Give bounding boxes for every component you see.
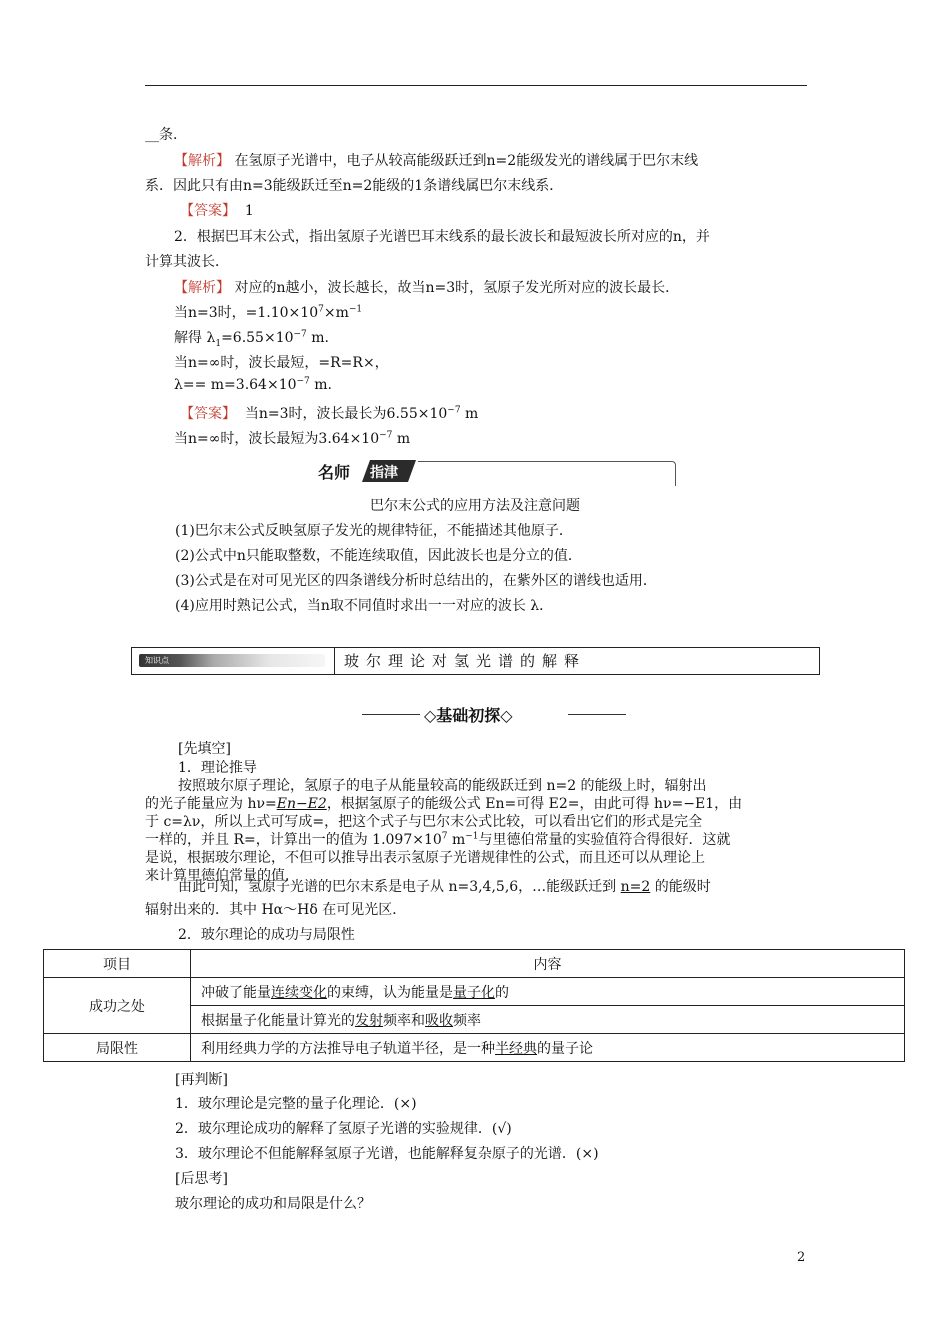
para-text: m bbox=[447, 832, 466, 848]
blank-fragment: __条. bbox=[145, 127, 178, 143]
table-row bbox=[44, 1034, 905, 1062]
para1-line6: 来计算里德伯常量的值． bbox=[145, 868, 299, 884]
section-rule-right bbox=[568, 714, 626, 715]
teacher-tips-item-1: (1)巴尔末公式反映氢原子发光的规律特征，不能描述其他原子． bbox=[175, 523, 573, 539]
header-rule bbox=[145, 85, 807, 86]
formula-part: m. bbox=[309, 377, 332, 393]
formula-part: =6.55×10 bbox=[221, 330, 294, 346]
q2-analysis-line2 bbox=[174, 302, 362, 322]
para1-line5: 是说，根据玻尔理论，不但可以推导出表示氢原子光谱规律性的公式，而且还可以从理论上 bbox=[145, 850, 705, 866]
judge-item-2: 2．玻尔理论成功的解释了氢原子光谱的实验规律．(√) bbox=[175, 1121, 512, 1137]
judge-item-3: 3．玻尔理论不但能解释氢原子光谱，也能解释复杂原子的光谱．(×) bbox=[175, 1146, 599, 1162]
formula-sup: −7 bbox=[293, 329, 307, 340]
cell-text: 的束缚，认为能量是 bbox=[327, 984, 453, 1001]
table-header-row bbox=[44, 950, 905, 978]
teacher-tips-item-4: (4)应用时熟记公式，当n取不同值时求出一一对应的波长 λ． bbox=[175, 598, 554, 614]
success-content-2 bbox=[191, 1006, 905, 1034]
page-number: 2 bbox=[797, 1250, 806, 1265]
teacher-tips-title: 巴尔末公式的应用方法及注意问题 bbox=[370, 498, 580, 514]
success-content-1 bbox=[191, 978, 905, 1006]
knowledge-point-title: 玻尔理论对氢光谱的解释 bbox=[344, 652, 587, 670]
para-text: ，根据氢原子的能级公式 En=可得 E2=，由此可得 hν=−E1，由 bbox=[326, 796, 743, 812]
answer-sup: −7 bbox=[447, 405, 461, 416]
para-sup: 7 bbox=[441, 831, 448, 842]
para-text: 由此可知，氢原子光谱的巴尔末系是电子从 n=3,4,5,6，…能级跃迁到 bbox=[178, 879, 621, 895]
knowledge-point-badge-cell bbox=[132, 648, 335, 674]
knowledge-point-badge-text: 知识点 bbox=[145, 656, 169, 665]
formula-sup: 7 bbox=[318, 304, 324, 315]
para-text: 一样的，并且 R=，计算出一的值为 1.097×10 bbox=[145, 832, 442, 848]
fill-first-label: [先填空] bbox=[178, 741, 231, 757]
formula-part: m. bbox=[306, 330, 329, 346]
section-heading bbox=[362, 703, 626, 727]
formula-part: 当n=3时，=1.10×10 bbox=[174, 305, 319, 321]
fill-blank-answer: 吸收 bbox=[425, 1012, 453, 1029]
para-text: 的能级时 bbox=[650, 879, 711, 895]
fill-blank-answer: 半经典 bbox=[495, 1040, 537, 1057]
cell-text: 频率 bbox=[453, 1012, 481, 1029]
para-sup: −1 bbox=[465, 831, 479, 842]
cell-text: 的 bbox=[495, 984, 509, 1001]
formula-sup: −1 bbox=[348, 304, 363, 315]
answer-sup: −7 bbox=[379, 430, 393, 441]
para-text: 的光子能量应为 hν= bbox=[145, 796, 277, 812]
para1-line3: 于 c=λν，所以上式可写成=，把这个式子与巴尔末公式比较，可以看出它们的形式是完全 bbox=[145, 814, 703, 830]
para1-line2 bbox=[145, 793, 742, 813]
fill-blank-answer: 量子化 bbox=[453, 984, 495, 1001]
teacher-tips-badge-icon bbox=[312, 457, 418, 485]
q2-question-line1: 2．根据巴耳末公式，指出氢原子光谱巴耳末线系的最长波长和最短波长所对应的n，并 bbox=[174, 229, 710, 245]
answer-text: 当n=3时，波长最长为6.55×10 bbox=[244, 406, 448, 422]
knowledge-point-badge bbox=[139, 654, 325, 667]
answer-tag: 【答案】 bbox=[180, 406, 236, 422]
q1-analysis-line1 bbox=[174, 150, 698, 170]
table-row bbox=[44, 978, 905, 1006]
answer-text: m bbox=[460, 406, 479, 422]
judge-label: [再判断] bbox=[175, 1072, 228, 1088]
answer-text: m bbox=[392, 431, 411, 447]
answer-tag: 【答案】 bbox=[180, 203, 236, 219]
q1-answer bbox=[180, 200, 254, 220]
analysis-text: 对应的n越小，波长越长，故当n=3时，氢原子发光所对应的波长最长． bbox=[234, 280, 680, 296]
cell-text: 频率和 bbox=[383, 1012, 425, 1029]
knowledge-point-bar bbox=[131, 647, 820, 675]
teacher-tips-item-3: (3)公式是在对可见光区的四条谱线分析时总结出的，在紫外区的谱线也适用． bbox=[175, 573, 657, 589]
q2-analysis-line4: 当n=∞时，波长最短，=R=R×， bbox=[174, 355, 389, 371]
teacher-tips-item-2: (2)公式中n只能取整数，不能连续取值，因此波长也是分立的值． bbox=[175, 548, 582, 564]
think-label: [后思考] bbox=[175, 1171, 228, 1187]
analysis-tag: 【解析】 bbox=[174, 153, 230, 169]
q2-analysis-line5 bbox=[174, 377, 332, 393]
item2-title: 2．玻尔理论的成功与局限性 bbox=[178, 927, 355, 943]
judge-item-1: 1．玻尔理论是完整的量子化理论．(×) bbox=[175, 1096, 417, 1112]
header-content: 内容 bbox=[191, 950, 905, 978]
para-text: 与里德伯常量的实验值符合得很好．这就 bbox=[478, 832, 731, 848]
limitation-label: 局限性 bbox=[44, 1034, 191, 1062]
answer-text: 当n=∞时，波长最短为3.64×10 bbox=[174, 431, 380, 447]
svg-text:名师: 名师 bbox=[318, 463, 351, 482]
formula-sup: −7 bbox=[296, 376, 310, 387]
success-limitation-table bbox=[43, 949, 905, 1062]
limitation-content bbox=[191, 1034, 905, 1062]
fill-blank-answer: 发射 bbox=[355, 1012, 383, 1029]
q1-analysis-line2: 系．因此只有由n=3能级跃迁至n=2能级的1条谱线属巴尔末线系． bbox=[145, 178, 564, 194]
para1-line1: 按照玻尔原子理论，氢原子的电子从能量较高的能级跃迁到 n=2 的能级上时，辐射出 bbox=[178, 778, 707, 794]
q2-analysis-line3 bbox=[174, 327, 329, 347]
q2-question-line2: 计算其波长． bbox=[145, 254, 229, 270]
teacher-tips-frame bbox=[418, 461, 676, 486]
q2-answer-line2 bbox=[174, 428, 410, 448]
answer-text: 1 bbox=[244, 203, 254, 219]
success-label: 成功之处 bbox=[44, 978, 191, 1034]
formula-part: ×m bbox=[323, 305, 349, 321]
think-question: 玻尔理论的成功和局限是什么？ bbox=[175, 1196, 371, 1212]
fill-blank-answer: n=2 bbox=[620, 879, 651, 895]
formula-sub: 1 bbox=[215, 338, 222, 349]
cell-text: 根据量子化能量计算光的 bbox=[201, 1012, 355, 1029]
q2-answer-line1 bbox=[180, 403, 478, 423]
para1-line4 bbox=[145, 829, 731, 849]
para2-line1 bbox=[178, 876, 711, 896]
analysis-tag: 【解析】 bbox=[174, 280, 230, 296]
cell-text: 冲破了能量 bbox=[201, 984, 271, 1001]
section-title: ◇基础初探◇ bbox=[424, 706, 513, 725]
formula-part: 解得 λ bbox=[174, 330, 216, 346]
section-rule-left bbox=[362, 714, 420, 715]
para2-line2: 辐射出来的．其中 Hα～Hδ 在可见光区． bbox=[145, 902, 407, 918]
cell-text: 利用经典力学的方法推导电子轨道半径，是一种 bbox=[201, 1040, 495, 1057]
item1-title: 1．理论推导 bbox=[178, 760, 257, 776]
svg-text:指津: 指津 bbox=[370, 465, 398, 481]
teacher-tips-header bbox=[312, 457, 676, 487]
cell-text: 的量子论 bbox=[537, 1040, 593, 1057]
q2-analysis-line1 bbox=[174, 277, 679, 297]
fill-blank-answer: En−E2 bbox=[276, 796, 327, 812]
header-item: 项目 bbox=[44, 950, 191, 978]
analysis-text: 在氢原子光谱中，电子从较高能级跃迁到n=2能级发光的谱线属于巴尔末线 bbox=[234, 153, 699, 169]
formula-part: λ== m=3.64×10 bbox=[174, 377, 297, 393]
fill-blank-answer: 连续变化 bbox=[271, 984, 327, 1001]
